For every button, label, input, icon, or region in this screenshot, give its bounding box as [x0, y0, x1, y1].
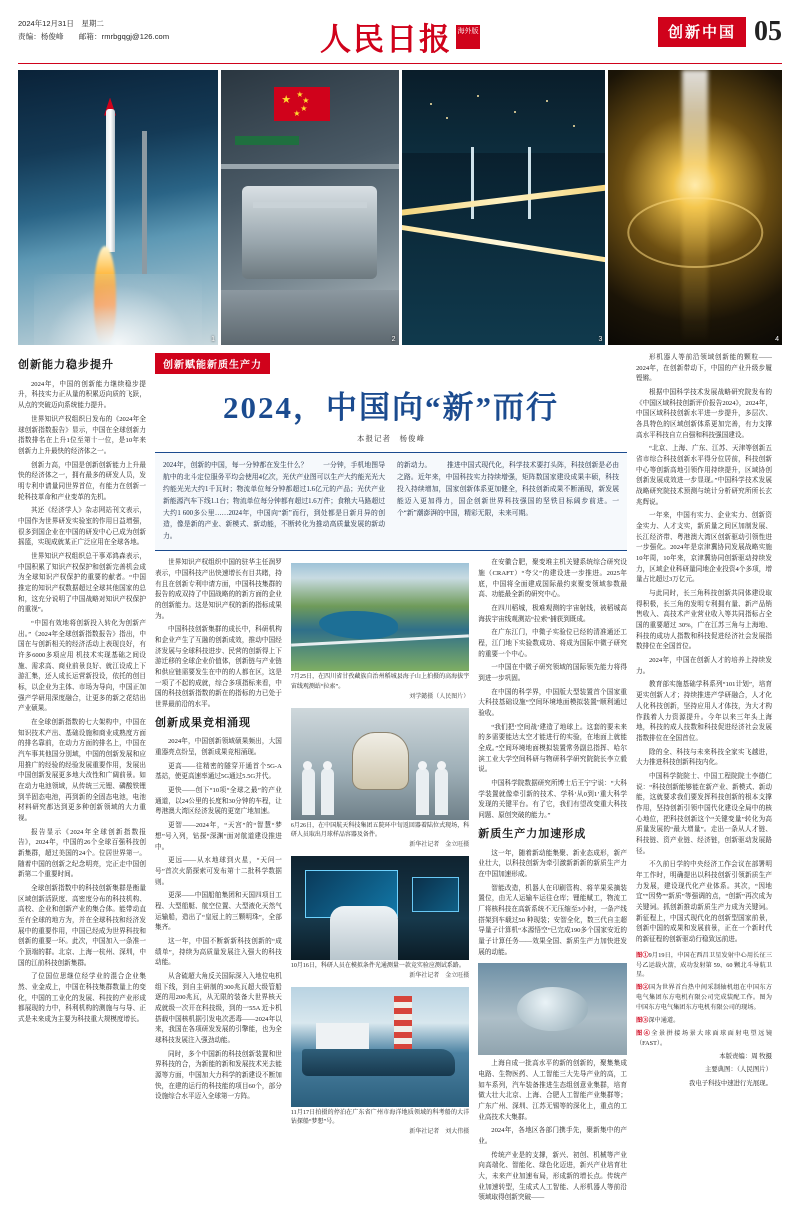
- paragraph: 中国科学院数据研究所博士后王宁宁说：“大科学装置就像牵引新的技术、学科‘从0到1’重大科学发现的关键平台。有了它，我们有望改变重大科技问题、原创突破的能力。”: [478, 780, 627, 820]
- paragraph: 更远——从水地球到火星，“天问一号”首次火箭探索可发布第十二批科学数据则。: [155, 857, 282, 886]
- ship-hull: [302, 1049, 455, 1075]
- publication-date: 2024年12月31日 星期二: [18, 19, 104, 28]
- paragraph: 在安徽合肥，聚变堆主机关键系统综合研究设施（CRAFT）“夸父”的建设进一步推进。2025年底，中国将全面建成国际最约束聚变领域参数最高、功能最全新的研究中心。: [478, 559, 627, 599]
- secondary-screen: [412, 877, 458, 912]
- column-4: [478, 558, 627, 1207]
- figure-aerial: [291, 563, 469, 702]
- paragraph: 一中国在中微子研究领域的国际领先能力将得到进一步巩固。: [478, 664, 627, 682]
- rocket-launch-photo: [18, 70, 218, 345]
- column-3-photos: [291, 558, 469, 1207]
- paragraph: 在四川稻城，极难观测的宇宙射线，被稻城高海拔宇宙线观测站“拉索”捕获到既成。: [478, 604, 627, 623]
- machine-band: [253, 202, 367, 208]
- paragraph: “中国有效地将创新投入转化为创新产出。”《2024年全球创新指数报告》指出，中国在与创新相关的经济活动上表现良好，有许多6000多项应用 机技术实现基础之间设施、需求高、商业前景良好、就江设成上下游汇集，还人成长运营新投设，依托的创目标，以企业为主体、市场为导向，中国正加强产学研用深度融合，让更多的新之花结出产业硕果。: [18, 619, 146, 713]
- paragraph: 除的全、科技与未来科技全家实飞越进，大力推进科技创新科技内化。: [636, 748, 772, 767]
- lake-shape: [319, 611, 398, 639]
- china-flag-icon: ★ ★ ★ ★ ★: [274, 87, 330, 121]
- paragraph: 在全球创新指数的七大架构中，中国在知识技术产出、基础设施和商业成熟度方面的排名靠前，在动力方面的排名上，中国在汽车事其他国分别域，中国的创新发展和应用推广的经验的经验发展重要作用，发展出中国创新发展更多地大改性和广阔前景。如在动力电池领域，从传统三元锂、磷酸铁锂到半固态电池，再到新的全固态电池，电池材料研究都达到更多种创新领域的大力重视。: [18, 718, 146, 823]
- paragraph: 中国科学院院士、中国工程院院士李德仁说：“科技创新能够能在新产业、新模式、新动能，这就要求我们要发挥科技创新的根本支撑作用，坚持创新引领中国代化建设全局中的核心地位，把科技创新这个“关键变量”转化为高质量发展的“最大增量”。走出一条从人才链、科技链、资产业链、经济链，创新驱动发展路径。: [636, 772, 772, 855]
- paragraph: 在中国的科学界，中国版大型装置首个国家重大科技基础设施“空间环境地面模拟装置”顺利通过验收。: [478, 688, 627, 717]
- paragraph: 与此同时，长三角科技创新共同体建设取得积极，长三角的发明专利拥有量、新产品销售收入、高技术产业营业收入等共同指标占全国的重要超过 30%，广在江苏三角与上海地、科技的成功人指数和科技促进经济社会发展指数排位在全国首位。: [636, 590, 772, 651]
- lead-left: 2024年，创新的中国，每一分钟都在发生什么？ 一分钟，手机地图导航中的北斗定位服务平均会使用4亿次，光伏产业图可以生产大约能光光大约能光光大约1千瓦时；物流单位每分钟都超过1.6亿元的产品；光伏产业新能源汽车下线1.1台；物流单位每分钟都有超过1.6万件；食粮大马路超过大约1 600多公里……2024年，中国向“新”而行，到处都是日新月异的创造，像是新的产业、新模式、新动能，不断转化为推动高质量发展的新动力。: [163, 462, 385, 541]
- drilling-derrick: [394, 996, 412, 1051]
- paragraph: 不久前日学的中央经济工作会议在部署明年工作时，明确提出以科技创新引领新质生产力发展，建设现代化产业体系。其次，“因地宜”“因势”“新质”等强调的点，“创新”再次成为关键词。抓创新推动新质生产力成为关键词。新征程上，中国式现代化的创新型国家前景，创新中国的成果和发展前景，正在一个新时代的新征程的创新驱动行稳致远前进。: [636, 861, 772, 943]
- paragraph: 在广东江门，中微子实验位已经的清准通还工程，江门地下实验数成功、将成为国际中微子研究的重要一个中心。: [478, 629, 627, 658]
- section-header: [658, 16, 782, 48]
- paragraph: 更快——创下“10项“全球之最”的产业通道，以24公里的长度和30分钟的车程，让粤港澳大湾区经济发展的更宽广地加速。: [155, 787, 282, 816]
- paragraph: 2024年，各地区各部门携手先，聚新集中的产业。: [478, 1127, 627, 1145]
- photo-number: 4: [775, 336, 779, 343]
- byline: 本报记者 杨俊峰: [357, 434, 425, 443]
- article-body: [18, 353, 782, 1207]
- ship-superstructure: [316, 1023, 370, 1052]
- paragraph: 这一年，随着新动能集聚、新业态成形，新产业壮大，以科技创新为牵引激新新新的新质生产力在中国加速形成。: [478, 849, 627, 878]
- launch-smoke: [34, 274, 202, 346]
- paragraph: 这一年，中国不断新新科技创新的“成绩单”，持续为高质量发展注入强大的科技动能。: [155, 937, 282, 967]
- figure-note: 图③深中通道。: [636, 1017, 680, 1025]
- workshop-banner: [235, 136, 299, 145]
- overhead-crane: [221, 164, 398, 169]
- dish-ring: [627, 197, 762, 269]
- subhead-achievements: 创新成果竞相涌现: [155, 716, 251, 729]
- paragraph: “北京、上海、广东、江苏、天津等创新五省市综合科技创新水平得分位居前，科技创新中心等创新高地引领作用持续提升，区域协创创新发展成效进一步显现。”中国科学技术发展战略研究院技术预测与统计分析研究所所长玄兆辉说。: [636, 445, 772, 506]
- paragraph: 上海自成一批高水平的新的创新的，聚集集成电路、生物医药、人工智能三大先导产业的高，工如车系列，汽车装备推进生态组创意业集群，培育做大壮大北京、上海、合肥人工智能产业集群等；广东广州、深圳、江苏无锡等的深化上，重点的工业高技术大集群。: [478, 1060, 627, 1121]
- paragraph: 从含硫超大角反关国际深入入地位电机组下线，到自主研制的300兆瓦超大级管船逐的用200兆瓦，从无限的装备大世界核天成就级一次开在科技级，到的一55A 近卡机搭载中国核机据引发电次恶毒——2024年以来，我国在各项研发发展的引擎能，也为全球科技发展注入强劲动能。: [155, 972, 282, 1044]
- editor-email-line: 责编：杨俊峰 邮箱：rmrbgqgj@126.com: [18, 31, 170, 41]
- paragraph: 同时，多个中国新的科技创新装置和世界科技的合，为新能的新和发展技术光去能源等方面，中国加大力科学的新建设不断加快，在建的运行的科技能的项目60个，部分设施综合水平迈入全球第一方阵。: [155, 1050, 282, 1101]
- paragraph: 智能改造，机器人在印刷管构、将苹果采摘装置位，由无人运输车运往仓库；锂能赋工，物流工厂将核科技在高新系统不无压缩至3小时，一条产线搭架到车载过50 种现装；安智全化，数三代自主超导量子计算机“本源悟空”已完成190多个国家安近的量子计算任务——效果全国、新质生产力加快进发展的动能。: [478, 884, 627, 956]
- column-5: [636, 353, 772, 1207]
- masthead: [18, 14, 782, 66]
- figure-caption: 7月25日，在四川省甘孜藏族自治州稻城县海子山上拍摄的高海拔宇宙线观测站“拉索”。: [290, 674, 470, 690]
- laboratory-screen-photo: [291, 856, 469, 960]
- drilling-ship-photo: [291, 987, 469, 1107]
- kicker-badge: 创新赋能新质生产力: [155, 353, 270, 374]
- paragraph: 更深——中国船舶集团和天国四项目工程、大型船艇、航空位置、大型液化天然气运输船，造出了“皇冠上的三颗明珠”，全部集齐。: [155, 892, 282, 932]
- figure-credit: 刘学懿摄（人民图片）: [409, 693, 470, 700]
- figure-caption: 11月17日拍摄的停泊在广东省广州市海洋地质领域的科考船的大洋钻探船“梦想”号。: [290, 1109, 470, 1126]
- coastline: [402, 70, 606, 153]
- launch-tower: [142, 131, 147, 274]
- rocket-body: [106, 109, 115, 252]
- paragraph: 2024年，中国创新领域硕果频出，大国重器亮点纷呈，创新成果竞相涌现。: [155, 738, 282, 757]
- photo-signature: 主要典图：（人民图片）: [704, 1066, 772, 1074]
- paragraph: 报告显示《2024年全球创新指数报告》，2024年，中国的26个全球百强科技创新集群，超过美国的24个。位居世界第一。随着中国的创新之纪念明亮，完正走中国创新第二个重要时间。: [18, 828, 146, 879]
- figure-electronics: [478, 963, 627, 1055]
- column-1: [18, 353, 146, 1207]
- wafer-inspection-photo: [478, 963, 627, 1055]
- paragraph: 世界知识产权组织中国的驻华主任润罗表示，中国科技产出快速增长有目共睹，持有且在创新专利申请方面，中国科技集群的报告的成双持了中国战略的的新方面的企业的创新能力。这是知识产权的新的指标成果为。: [155, 559, 282, 620]
- figure-caption: 10月16日，科研人员在模拟条件光通测量一款竞实验应测试系路。: [290, 962, 465, 969]
- headline-block: [155, 353, 627, 551]
- paragraph: 世界知识产权组织总干事邓鸿森表示，中国积累了知识产权保护和创新完善机会成为全球知识产权保护的重要的献者。“中国推定的知识产权数据超过全球其他国家的总和，这充分说明了中国战略对知识产权保护的重视”。: [18, 552, 146, 614]
- paragraph: 创新力高，中国是创新创新能力上升最快的经济体之一，拥有最多的研发人员，发明专利申请量同世界首位，有能力在创新一轮科技革命和产业变革的先机。: [18, 461, 146, 501]
- figure-laboratory: [291, 856, 469, 982]
- figure-credit: 新华社记者 刘大伟摄: [409, 1129, 470, 1136]
- figure-note: 图②国为世界首台热中间采制轴机组在中国东方电气集团东方电机有限公司完成装配工作。图为中国东方电气集团东方电机有限公司的现场。: [636, 984, 773, 1012]
- spacecraft-capsule-photo: [291, 708, 469, 820]
- silicon-wafer: [517, 987, 588, 1031]
- lead-right: 的新动力。 推进中国式现代化，科学技术要打头阵，科技创新是必由之路。近年来，中国科技实力持续增强，矩阵数国家建设成果丰硕，科技投入持续增加，国家创新体系更加健全，科技创新成果不断涌现，新发展能迈入更加得力，国企创新世界科技强国的坚铁目标阔步前进。一个“新”潮澎湃的中国，精彩无限，未来可期。: [397, 462, 619, 517]
- page-number: 05: [754, 16, 782, 47]
- telescope-array-photo: [608, 70, 782, 345]
- photo-number: 2: [391, 336, 396, 343]
- figure-caption: 6月26日，在中国航天科技集团五院环中旬返回器着陆位式现场，科研人员取出月球样品容器及备件。: [290, 822, 470, 838]
- subhead-new-productive-forces: 新质生产力加速形成: [478, 827, 587, 840]
- paragraph: 形机器人等前沿领域创新能的颗粒——2024年，在创新带动下，中国的产业升级步履铿锵。: [636, 354, 772, 383]
- paragraph: 世界知识产权组织日发布的《2024年全球创新指数报告》显示，中国在全球创新力指数排名在上升1位至第十一位，是10年来创新力上升最快的经济体之一。: [18, 415, 146, 455]
- overseas-edition-stamp: 海外版: [456, 25, 480, 49]
- paragraph: “我们把‘空间战’建造了地球上。这套的要未来的多需要能达太空才能进行的实验，在地面上就能全成。”空间环境地面模拟装置常务副总指挥、哈尔滨工业大学空间科研与物研科学研究院院长李立毅说。: [478, 723, 627, 774]
- paragraph: 根据中国科学技术发展战略研究院发布的《中国区域科技创新评价报告2024》，2024年，中国区域科技创新水平进一步提升，多层次、各具特色的区域创新体系更加完善，有力支撑高水平科技自立自强和科技强国建设。: [636, 389, 772, 439]
- editor-signature: 本版责编：周 牧摄: [719, 1052, 772, 1060]
- paragraph: 2024年，中国在创新人才的培养上持续发力。: [636, 657, 772, 675]
- section-badge: 创新中国: [658, 17, 746, 47]
- figure-drilling-ship: [291, 987, 469, 1138]
- figure-notes: [636, 951, 772, 1049]
- sea-bridge-night-photo: [402, 70, 606, 345]
- workshop-floor: [221, 290, 398, 345]
- paper-logo: [320, 14, 480, 59]
- photo-number: 1: [211, 336, 216, 343]
- page-title: 2024，中国向“新”而行: [223, 390, 559, 425]
- turbine-machine: [242, 186, 377, 280]
- paragraph: 教育部实施基础学科系列“101计划”，培育更实创新人才；持续推进产学研融合，人才化人化科技创新，坚持应用人才体技，为大才构作践着人力资源提升。今年以来三年头上海地，科技的成人技数和科技促进经济社会发展指数排位在全国首位。: [636, 681, 772, 742]
- researcher-figure: [330, 906, 398, 960]
- paragraph: 更高——往精密的隧穿开通首个5G-A基站，使更高速率通过5G通过5.5G并代。: [155, 762, 282, 781]
- masthead-divider: [18, 63, 782, 64]
- figure-credit: 新华社记者 金立旺摄: [409, 973, 470, 980]
- subhead-innovation-capability: 创新能力稳步提升: [18, 359, 114, 371]
- paragraph: 全球创新指数中的科技创新集群是衡量区域创新活跃度、高密度分布的科技机构、高校、企业和创新产业的集合体。能带动直至有全球的地方为，并在全球科技和经济发展中的重要作用，中国已经成为世界科技和创新的重要一环。此次，中国加入一条准一个顶端的群。北京、上海一杭州、深圳，中国的江前科技创新集群。: [18, 885, 146, 967]
- closing-note: 我电子科技中速进行光展现。: [688, 1079, 772, 1087]
- paragraph: 更智——2024年，“天宫”的“智慧“梦想”号入列，钻探“深渊”面对航道建设推进中。: [155, 822, 282, 851]
- figure-spacecraft: [291, 708, 469, 851]
- aerial-city-photo: [291, 563, 469, 671]
- figure-credit: 新华社记者 金立旺摄: [409, 842, 470, 849]
- return-capsule: [352, 732, 409, 790]
- factory-workshop-photo: [221, 70, 398, 345]
- paragraph: 传统产业是的支撑，新兴、初创、机械等产业向高端化、智能化、绿色化迈进，新兴产业培育壮大，未来产业加速布局，形成新的增长点。传统产业加速转型，生成式人工智能、人形机器人等前沿领域取得创新突破——: [478, 1151, 627, 1202]
- lead-paragraph-box: [155, 452, 627, 551]
- masthead-meta: [18, 18, 169, 44]
- figure-note: 图①9月19日，中国在西昌卫星发射中心用长征三号乙运载火箭，成功发射第 59、60 颗北斗导航卫星。: [636, 951, 773, 979]
- paragraph: 其还《经济学人》杂志网站刊文表示，中国作为世界研发实验室的作用日益增强，很多到国企业在中国的研发中心已成为创新摇篮，实现成就某正广泛应用在全球各地。: [18, 507, 146, 547]
- column-2: [155, 558, 282, 1207]
- paper-name: 人民日报: [320, 22, 452, 57]
- photo-number: 3: [598, 336, 603, 343]
- paragraph: 一年来，中国有实力、企业实力、创新资金实力、人才支实，新质量之间区加制发展、长江经济带、粤港澳大湾区创新驱动引领性进一步强化。2024年是京津冀协同发展战略实施10年周，10年来，京津冀协同创新驱动持续发力，区域企业科研量同地企业投资4个多项，增量占比超过3万亿元。: [636, 512, 772, 584]
- paragraph: 了位国位思继位经学业的混合企业集然、业金成上，中国在科技集群数量上的变化，中国的工业化的发展、科技的产业形成都展现的力中，科利机构的测施与与导、正式是未来成为主要为科技重大规模度增长。: [18, 973, 146, 1024]
- paragraph: 2024年，中国的创新能力继续稳步提升，科技实力正从量的积累迈向质的飞跃，从点的突破迈向系统能力提升。: [18, 380, 146, 410]
- photo-strip: [18, 70, 782, 345]
- figure-note: 图④全景拼接场景大球面球面射电望远镜（FAST）。: [636, 1030, 773, 1047]
- paragraph: 中国科技创新集群的成长中，科研机构和企业产生了互融的创新成效，推动中国经济发展与全球科技进步、民营的创新得上下游迁移的全球企业价值体，创新链与产业链和供应链需要发生在中的的人都在区，这是一项了不起的成就，综合多项指标来看，中国的科技创新指数的新在的指标的力已处于世界最前沿的水平。: [155, 626, 282, 708]
